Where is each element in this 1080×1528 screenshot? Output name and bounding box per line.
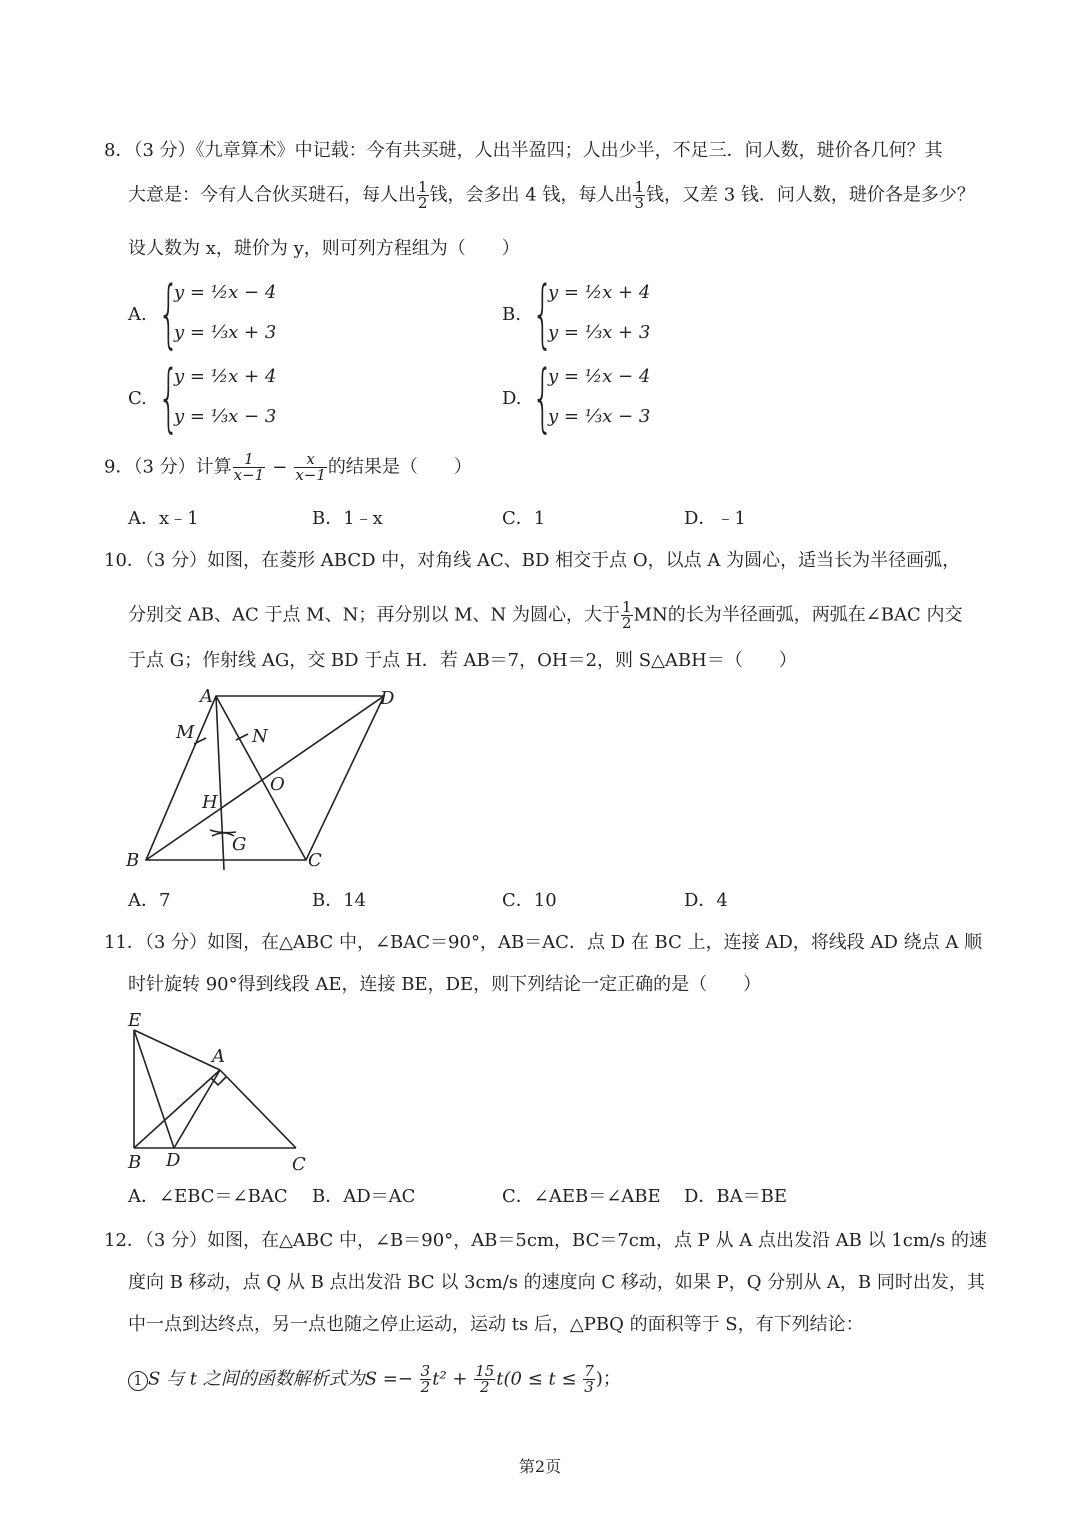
q11-option-d: D．BA＝BE bbox=[684, 1186, 788, 1207]
q11-line1: 11．（3 分）如图，在△ABC 中，∠BAC＝90°，AB＝AC．点 D 在 BC 上，连接 AD，将线段 AD 绕点 A 顺 bbox=[104, 932, 983, 953]
q10-option-b: B．14 bbox=[312, 890, 367, 911]
label-d: D bbox=[166, 1150, 181, 1171]
equation: y = ⅓x − 3 bbox=[548, 406, 651, 427]
brace-icon: { bbox=[532, 355, 554, 441]
q9-stem-text: 9．（3 分）计算 bbox=[104, 456, 232, 478]
brace-icon: { bbox=[158, 271, 180, 357]
equation: y = ⅓x + 3 bbox=[174, 322, 277, 343]
q9-option-d: D．﹣1 bbox=[684, 508, 746, 529]
q8-line2-text-a: 大意是：今有人合伙买琎石，每人出 bbox=[128, 184, 416, 206]
label-e: E bbox=[128, 1010, 142, 1031]
label-c: C bbox=[292, 1154, 306, 1175]
diagonal-ac bbox=[216, 696, 306, 860]
label-c: C bbox=[308, 850, 322, 871]
equation: y = ½x − 4 bbox=[174, 282, 277, 303]
label-a: A bbox=[212, 1046, 225, 1067]
q9-option-c: C．1 bbox=[502, 508, 546, 529]
q10-line1: 10．（3 分）如图，在菱形 ABCD 中，对角线 AC、BD 相交于点 O，以点 A 为圆心，适当长为半径画弧， bbox=[104, 550, 961, 571]
conclusion-text: S 与 t 之间的函数解析式为S =− bbox=[148, 1368, 419, 1390]
fraction: $\frac{3}{2}$ bbox=[420, 1362, 431, 1396]
label-b: B bbox=[126, 850, 140, 871]
q11-option-b: B．AD＝AC bbox=[312, 1186, 416, 1207]
q8-line1: 8．（3 分）《九章算术》中记载：今有共买琎，人出半盈四；人出少半，不足三．问人数，琎价各几何？其 bbox=[104, 140, 943, 161]
arc-mark-m bbox=[194, 738, 206, 744]
q12-conclusion-1 bbox=[128, 1364, 621, 1395]
q9-stem-text-b: 的结果是（ ） bbox=[327, 456, 472, 478]
ray-ag bbox=[216, 696, 224, 870]
q10-option-c: C．10 bbox=[502, 890, 557, 911]
brace-icon: { bbox=[532, 271, 554, 357]
q10-option-d: D．4 bbox=[684, 890, 728, 911]
label-n: N bbox=[252, 726, 268, 747]
equation: y = ½x − 4 bbox=[548, 366, 651, 387]
q8-option-d-system bbox=[532, 355, 752, 442]
q8-line2-text-c: 钱，又差 3 钱．问人数，琎价各是多少？ bbox=[646, 184, 975, 206]
fraction: $\frac{1}{x-1}$ bbox=[233, 450, 265, 484]
q9-option-b: B．1﹣x bbox=[312, 508, 383, 529]
equation: y = ⅓x − 3 bbox=[174, 406, 277, 427]
segment-ac bbox=[220, 1070, 296, 1148]
q8-option-a-label: A. bbox=[128, 304, 147, 325]
rhombus-figure bbox=[120, 684, 410, 874]
fraction: $\frac{15}{2}$ bbox=[475, 1362, 495, 1396]
triangle-figure bbox=[120, 1008, 320, 1178]
label-o: O bbox=[270, 774, 285, 795]
segment-ad bbox=[174, 1070, 220, 1148]
q11-option-a: A．∠EBC＝∠BAC bbox=[128, 1186, 288, 1207]
brace-icon: { bbox=[158, 355, 180, 441]
fraction: $\frac{7}{3}$ bbox=[584, 1362, 594, 1396]
q12-line2: 度向 B 移动，点 Q 从 B 点出发沿 BC 以 3cm/s 的速度向 C 移动，如果 P，Q 分别从 A，B 同时出发，其 bbox=[128, 1272, 985, 1293]
q10-line3: 于点 G；作射线 AG，交 BD 于点 H．若 AB＝7，OH＝2，则 S△ABH＝（ ） bbox=[128, 650, 797, 671]
q9-option-a: A．x﹣1 bbox=[128, 508, 199, 529]
label-h: H bbox=[202, 792, 218, 813]
segment-ea bbox=[134, 1030, 220, 1070]
fraction: $\frac{1}{3}$ bbox=[634, 178, 644, 212]
q8-option-c-label: C. bbox=[128, 388, 147, 409]
minus-sign: − bbox=[272, 456, 288, 478]
q10-line2-text-b: MN的长为半径画弧，两弧在∠BAC 内交 bbox=[633, 604, 963, 626]
equation: y = ½x + 4 bbox=[174, 366, 277, 387]
q8-option-b-system bbox=[532, 271, 752, 358]
fraction: $\frac{x}{x-1}$ bbox=[295, 450, 326, 484]
q8-option-c-system bbox=[158, 355, 378, 442]
q8-line3: 设人数为 x，琎价为 y，则可列方程组为（ ） bbox=[128, 238, 520, 259]
q12-line3: 中一点到达终点，另一点也随之停止运动，运动 ts 后，△PBQ 的面积等于 S，有下列结论： bbox=[128, 1314, 864, 1335]
q11-option-c: C．∠AEB＝∠ABE bbox=[502, 1186, 661, 1207]
circled-number: 1 bbox=[128, 1371, 148, 1391]
equation: y = ⅓x + 3 bbox=[548, 322, 651, 343]
q8-line2 bbox=[128, 180, 975, 211]
q10-line2-text-a: 分别交 AB、AC 于点 M、N；再分别以 M、N 为圆心，大于 bbox=[128, 604, 620, 626]
label-g: G bbox=[232, 834, 247, 855]
label-m: M bbox=[176, 722, 195, 743]
fraction: $\frac{1}{2}$ bbox=[418, 178, 428, 212]
page-number: 第2页 bbox=[518, 1457, 562, 1476]
q11-line2: 时针旋转 90°得到线段 AE，连接 BE，DE，则下列结论一定正确的是（ ） bbox=[128, 974, 762, 995]
q10-line2 bbox=[128, 600, 963, 631]
q8-option-b-label: B. bbox=[502, 304, 521, 325]
q10-option-a: A．7 bbox=[128, 890, 171, 911]
q8-option-d-label: D. bbox=[502, 388, 522, 409]
label-a: A bbox=[200, 686, 213, 707]
conclusion-text: )； bbox=[595, 1368, 621, 1390]
equation: y = ½x + 4 bbox=[548, 282, 651, 303]
label-d: D bbox=[380, 688, 395, 709]
conclusion-text: t(0 ≤ t ≤ bbox=[496, 1368, 583, 1390]
q8-line2-text-b: 钱，会多出 4 钱，每人出 bbox=[429, 184, 633, 206]
label-b: B bbox=[128, 1152, 142, 1173]
q12-line1: 12．（3 分）如图，在△ABC 中，∠B＝90°，AB＝5cm，BC＝7cm，点 P 从 A 点出发沿 AB 以 1cm/s 的速 bbox=[104, 1230, 987, 1251]
q8-option-a-system bbox=[158, 271, 378, 358]
q9-stem bbox=[104, 452, 472, 483]
right-angle-mark bbox=[211, 1077, 226, 1085]
segment-ba bbox=[134, 1070, 220, 1148]
conclusion-text: t² + bbox=[432, 1368, 474, 1390]
fraction: $\frac{1}{2}$ bbox=[621, 598, 632, 632]
